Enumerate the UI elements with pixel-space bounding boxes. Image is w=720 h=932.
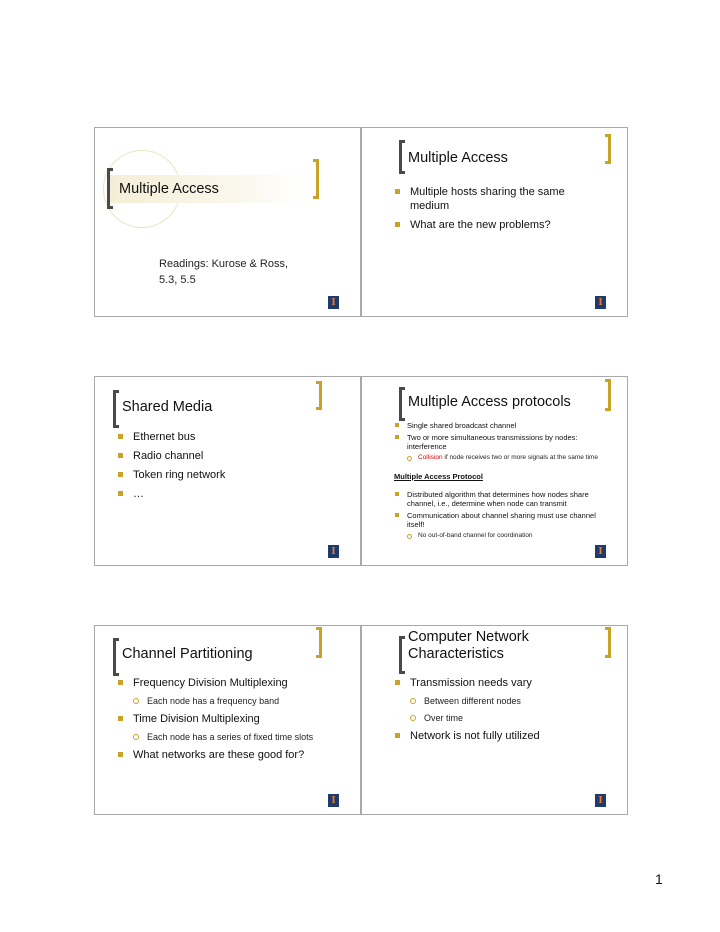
sub-bullet-item: Over time: [394, 712, 614, 724]
bullet-list: [117, 676, 342, 767]
university-logo-icon: I: [328, 545, 339, 558]
protocol-bullet-list: [394, 490, 619, 543]
slide-title: Shared Media: [122, 399, 213, 415]
slide-2: [361, 127, 628, 317]
left-bracket-icon: [399, 636, 405, 674]
left-bracket-icon: [113, 390, 119, 428]
collision-term: Collision: [418, 454, 443, 461]
university-logo-icon: I: [328, 296, 339, 309]
right-bracket-icon: [313, 159, 319, 199]
bullet-item: What networks are these good for?: [117, 748, 342, 762]
bullet-item: …: [117, 487, 337, 501]
right-bracket-icon: [605, 627, 611, 658]
left-bracket-icon: [399, 140, 405, 174]
bullet-item: Frequency Division Multiplexing: [117, 676, 342, 690]
page-number: 1: [655, 871, 663, 887]
slide-1: [94, 127, 361, 317]
bullet-item: Ethernet bus: [117, 430, 337, 444]
right-bracket-icon: [605, 379, 611, 411]
bullet-item: Single shared broadcast channel: [394, 421, 619, 430]
university-logo-icon: I: [595, 794, 606, 807]
bullet-list: [394, 676, 614, 748]
university-logo-icon: I: [328, 794, 339, 807]
bullet-item: Communication about channel sharing must use channel itself!: [394, 511, 619, 529]
left-bracket-icon: [113, 638, 119, 676]
slide-title-line-1: Computer Network: [408, 629, 529, 645]
slide-3: [94, 376, 361, 566]
left-bracket-icon: [399, 387, 405, 421]
slide-title: Multiple Access: [408, 150, 508, 166]
bullet-list: [394, 185, 609, 237]
bullet-item: Radio channel: [117, 449, 337, 463]
bullet-list: [394, 421, 619, 465]
slide-6: [361, 625, 628, 815]
sub-bullet-item: No out-of-band channel for coordination: [394, 532, 619, 540]
bullet-item: Time Division Multiplexing: [117, 712, 342, 726]
bullet-item: Multiple hosts sharing the same medium: [394, 185, 609, 213]
slide-title: Multiple Access protocols: [408, 394, 571, 410]
bullet-item: Network is not fully utilized: [394, 729, 614, 743]
readings-sections: 5.3, 5.5: [159, 274, 196, 286]
university-logo-icon: I: [595, 545, 606, 558]
protocol-heading: Multiple Access Protocol: [394, 472, 483, 481]
left-bracket-icon: [107, 168, 113, 209]
sub-bullet-item: Collision if node receives two or more signals at the same time: [394, 454, 619, 462]
slide-title: Channel Partitioning: [122, 646, 253, 662]
bullet-item: What are the new problems?: [394, 218, 609, 232]
right-bracket-icon: [316, 627, 322, 658]
slide-5: [94, 625, 361, 815]
sub-bullet-item: Each node has a frequency band: [117, 695, 342, 707]
readings-line: Readings: Kurose & Ross,: [159, 258, 289, 270]
sub-bullet-item: Each node has a series of fixed time slots: [117, 731, 342, 743]
sub-bullet-item: Between different nodes: [394, 695, 614, 707]
right-bracket-icon: [605, 134, 611, 164]
bullet-item: Token ring network: [117, 468, 337, 482]
right-bracket-icon: [316, 381, 322, 410]
slide-title: Multiple Access: [119, 181, 219, 197]
university-logo-icon: I: [595, 296, 606, 309]
bullet-item: Transmission needs vary: [394, 676, 614, 690]
slide-title-line-2: Characteristics: [408, 646, 504, 662]
bullet-list: [117, 430, 337, 506]
bullet-item: Distributed algorithm that determines how nodes share channel, i.e., determine when node can transmit: [394, 490, 619, 508]
slide-4: [361, 376, 628, 566]
bullet-item: Two or more simultaneous transmissions by nodes: interference: [394, 433, 619, 451]
